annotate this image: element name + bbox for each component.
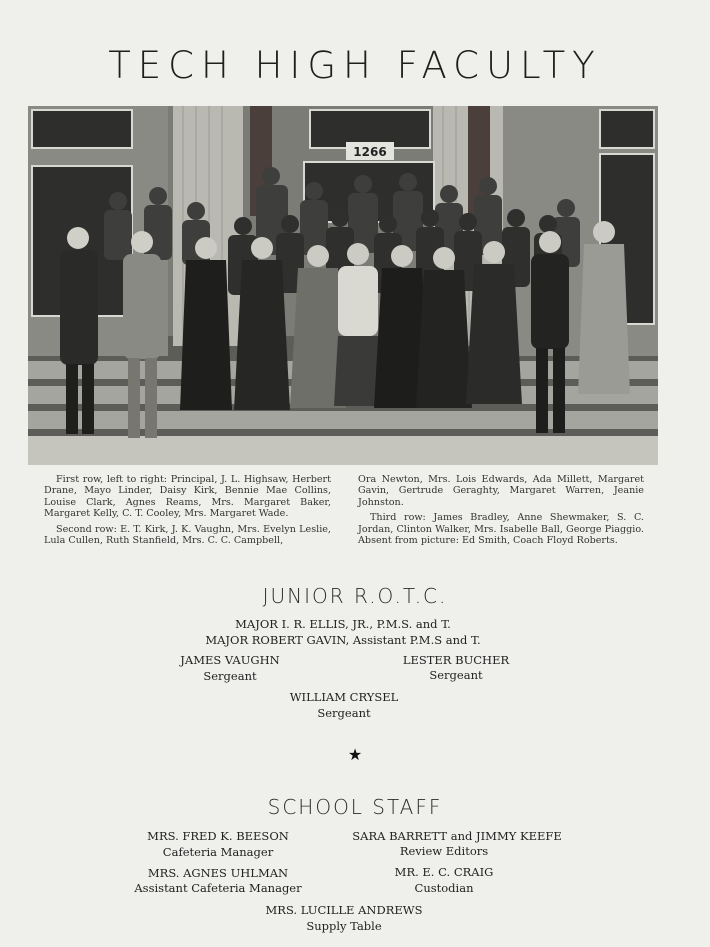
rotc-line-2: MAJOR ROBERT GAVIN, Assistant P.M.S and T. <box>205 633 481 647</box>
caption-second-row: Second row: E. T. Kirk, J. K. Vaughn, Mrs. Evelyn Leslie, Lula Cullen, Ruth Stanfield, Mrs. C. C. Campbell, <box>44 523 331 547</box>
staff-member-role: Review Editors <box>399 844 489 858</box>
photo-caption-left <box>44 474 331 550</box>
staff-member-name: MRS. AGNES UHLMAN <box>147 866 289 880</box>
page-title: TECH HIGH FACULTY <box>108 44 602 87</box>
staff-member-role: Supply Table <box>306 919 382 933</box>
rotc-member-name: JAMES VAUGHN <box>180 653 280 667</box>
rotc-member-name: WILLIAM CRYSEL <box>289 690 399 704</box>
faculty-group-photo <box>28 106 658 465</box>
rotc-member-role: Sergeant <box>203 669 257 683</box>
staff-member-name: MRS. LUCILLE ANDREWS <box>265 903 423 917</box>
staff-member-role: Assistant Cafeteria Manager <box>134 881 302 895</box>
photo-caption-right <box>358 474 644 550</box>
photo-illustration <box>28 106 658 465</box>
staff-member-name: SARA BARRETT and JIMMY KEEFE <box>352 829 562 843</box>
star-divider-icon: ★ <box>347 745 363 764</box>
caption-first-row: First row, left to right: Principal, J. L. Highsaw, Herbert Drane, Mayo Linder, Daisy Kirk, Bennie Mae Collins, Louise Clark, Agnes Reams, Mrs. Margaret Baker, Margaret Kelly, C. T. Cooley, Mrs. Margaret Wade. <box>44 474 331 520</box>
staff-member-role: Cafeteria Manager <box>162 845 274 859</box>
rotc-line-1: MAJOR I. R. ELLIS, JR., P.M.S. and T. <box>235 617 451 631</box>
door-number: 1266 <box>353 145 387 159</box>
staff-member-name: MR. E. C. CRAIG <box>394 865 494 879</box>
rotc-member-role: Sergeant <box>429 668 483 682</box>
staff-member-role: Custodian <box>414 881 474 895</box>
caption-third-row: Third row: James Bradley, Anne Shewmaker, S. C. Jordan, Clinton Walker, Mrs. Isabelle Ball, George Piaggio. Absent from picture: Ed Smith, Coach Floyd Roberts. <box>358 512 644 547</box>
caption-second-row-continued: Ora Newton, Mrs. Lois Edwards, Ada Millett, Margaret Gavin, Gertrude Geraghty, Margaret Warren, Jeanie Johnston. <box>358 474 644 508</box>
rotc-heading: JUNIOR R.O.T.C. <box>262 584 448 608</box>
school-staff-heading: SCHOOL STAFF <box>267 795 443 819</box>
rotc-member-role: Sergeant <box>317 706 371 720</box>
staff-member-name: MRS. FRED K. BEESON <box>147 829 289 843</box>
rotc-member-name: LESTER BUCHER <box>402 653 510 667</box>
